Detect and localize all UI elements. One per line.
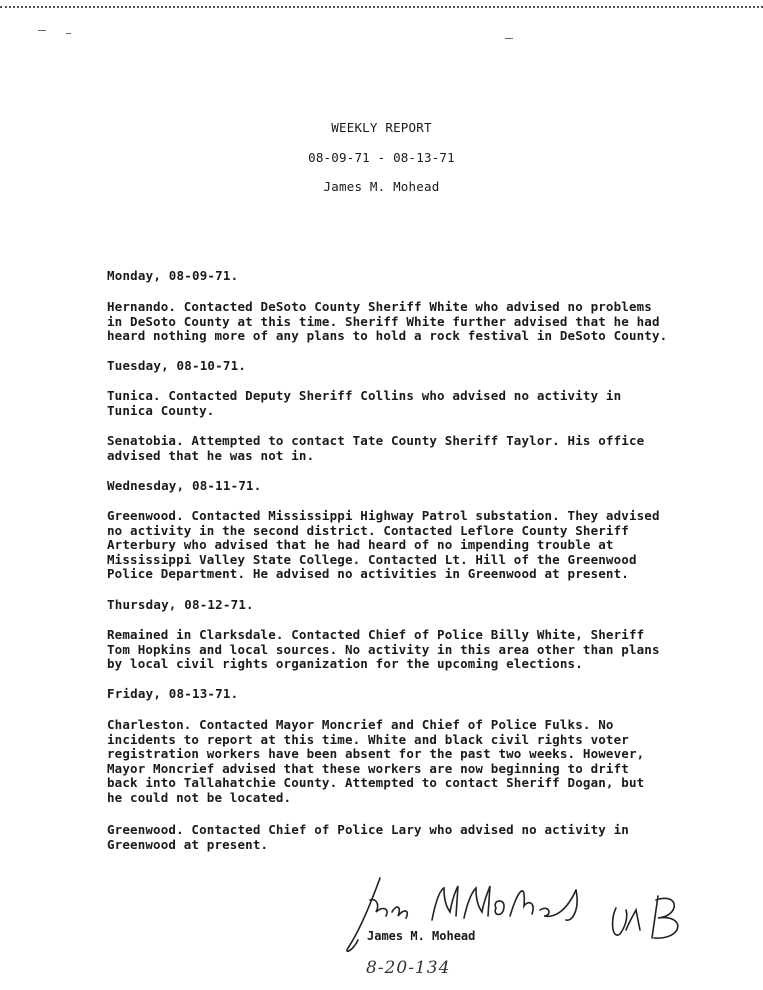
paragraph-tunica: Tunica. Contacted Deputy Sheriff Collins who advised no activity in Tunica County.: [107, 388, 622, 418]
day-heading-monday: Monday, 08-09-71.: [107, 268, 239, 283]
handwritten-file-number: 8-20-134: [366, 958, 451, 978]
paragraph-charleston: Charleston. Contacted Mayor Moncrief and Chief of Police Fulks. No incidents to report at this time. White and black civil rights voter registration workers have been absent for the past two weeks. However, Mayor Moncrief advised that these workers are now beginning to drift back into Tallahatchie County. Attempted to contact Sheriff Dogan, but he could not be located.: [107, 717, 645, 805]
paragraph-greenwood-fri: Greenwood. Contacted Chief of Police Lary who advised no activity in Greenwood at present.: [107, 822, 629, 852]
day-heading-friday: Friday, 08-13-71.: [107, 686, 239, 701]
perforated-edge: [0, 0, 763, 8]
paragraph-senatobia: Senatobia. Attempted to contact Tate County Sheriff Taylor. His office advised that he was not in.: [107, 433, 645, 463]
report-author: James M. Mohead: [323, 179, 440, 194]
scan-speck: [38, 30, 46, 31]
day-heading-tuesday: Tuesday, 08-10-71.: [107, 358, 247, 373]
day-heading-wednesday: Wednesday, 08-11-71.: [107, 478, 262, 493]
paragraph-greenwood-wed: Greenwood. Contacted Mississippi Highway Patrol substation. They advised no activity in the second district. Contacted Leflore County Sheriff Arterbury who advised that he had heard of no impending trouble at Mississippi Valley State College. Contacted Lt. Hill of the Greenwood Police Department. He advised no activities in Greenwood at present.: [107, 508, 660, 582]
report-date-range: 08-09-71 - 08-13-71: [308, 150, 455, 165]
scan-speck: [505, 38, 513, 39]
day-heading-thursday: Thursday, 08-12-71.: [107, 597, 254, 612]
paragraph-clarksdale: Remained in Clarksdale. Contacted Chief of Police Billy White, Sheriff Tom Hopkins and local sources. No activity in this area other than plans by local civil rights organization for the upcoming elections.: [107, 627, 660, 672]
scan-speck: [66, 33, 71, 34]
paragraph-hernando: Hernando. Contacted DeSoto County Sheriff White who advised no problems in DeSoto County at this time. Sheriff White further advised that he had heard nothing more of any plans to hold a rock festival in DeSoto County.: [107, 299, 668, 344]
typed-signature-name: James M. Mohead: [367, 929, 476, 943]
report-title: WEEKLY REPORT: [331, 120, 432, 135]
